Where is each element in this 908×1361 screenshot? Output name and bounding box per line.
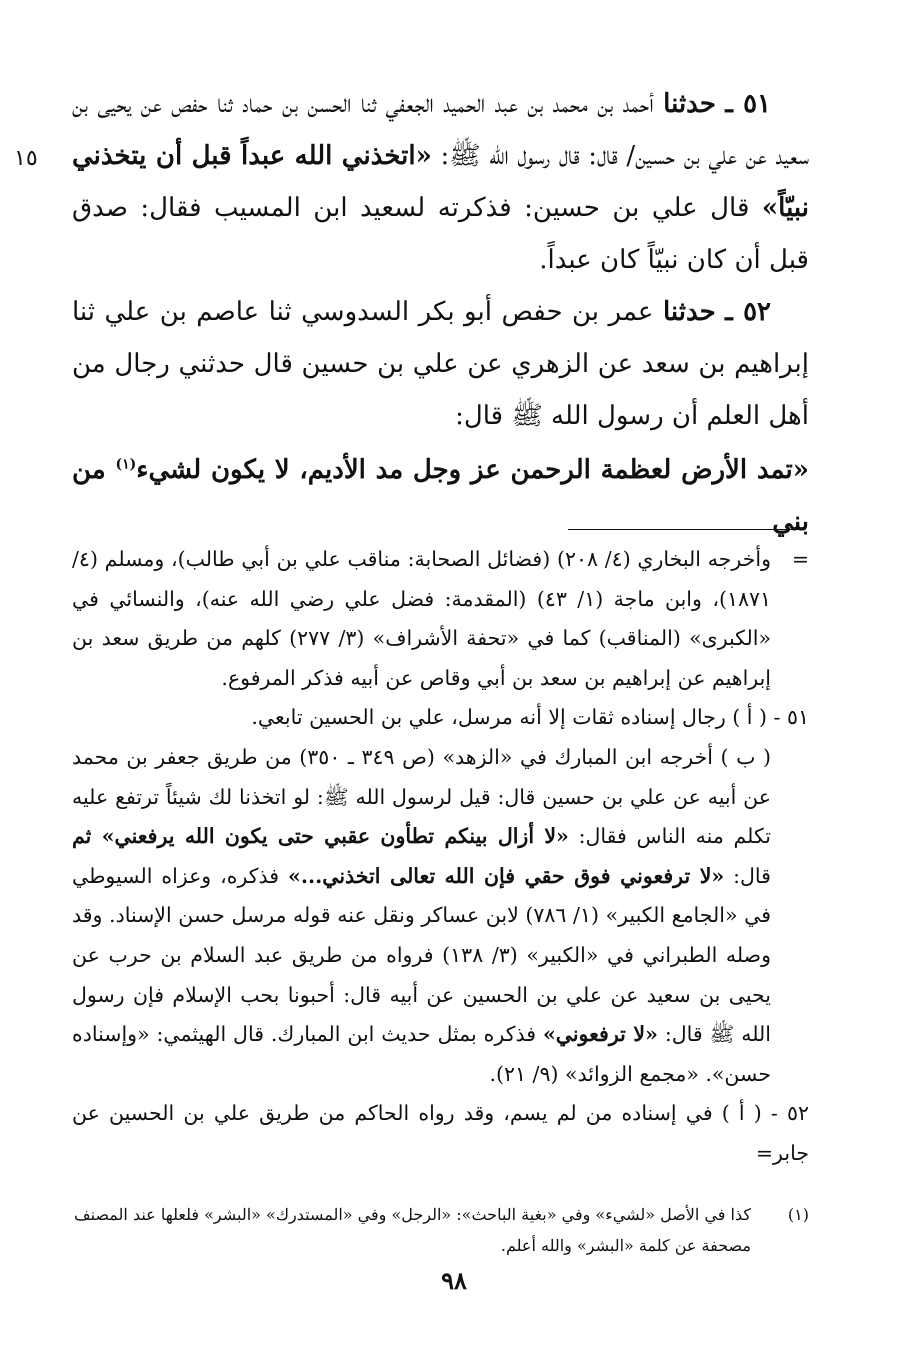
note-51-a: ٥١ - ( أ ) رجال إسناده ثقات إلا أنه مرسل، علي بن الحسين تابعي. [251, 705, 809, 730]
hadith-52-number: ٥٢ ـ [725, 297, 772, 327]
note-51-b-part-2: قال: [733, 863, 771, 888]
note-51-b-part-1: ( ب ) أخرجه ابن المبارك في «الزهد» (ص ٣٤٩ ـ ٣٥٠) من طريق جعفر بن محمد عن أبيه عن علي بن حسين قال: قيل لرسول الله ﷺ: لو اتخذنا لك شيئاً ترتفع عليه تكلم منه الناس فقال: [72, 744, 772, 849]
hadith-52-quote-start: «تمد الأرض لعظمة الرحمن عز وجل مد الأديم، لا يكون لشيء [136, 455, 809, 485]
footnote-1-text-a: كذا في الأصل «لشيء» وفي «بغية الباحث»: «الرجل» وفي «المستدرك» «البشر» فلعلها عند المصنف [74, 1205, 751, 1224]
note-52-a: ٥٢ - ( أ ) في إسناده من لم يسم، وقد رواه الحاكم من طريق علي بن الحسين عن جابر= [72, 1101, 809, 1165]
hadith-51-quote: «اتخذني الله عبداً قبل أن يتخذني نبيّاً» [72, 141, 809, 223]
note-51-b-part-3: فذكره، وعزاه السيوطي في «الجامع الكبير» (١/ ٧٨٦) لابن عساكر ونقل عنه قوله مرسل حسن الإسناد. وقد وصله الطبراني في «الكبير» (٣/ ١٣٨) فرواه من طريق عبد السلام بن حرب عن يحيى بن سعيد عن علي بن الحسين عن أبيه قال: أحبونا بحب الإسلام فإن رسول الله ﷺ قال: [72, 863, 771, 1047]
note-continuation [72, 540, 809, 698]
hadith-51-ending: قال علي بن حسين: فذكرته لسعيد ابن المسيب فقال: صدق قبل أن كان نبيّاً كان عبداً. [72, 193, 809, 275]
notes-divider [568, 529, 800, 530]
hadith-52 [72, 286, 809, 442]
hadith-51-number: ٥١ ـ [725, 89, 772, 119]
footnote-1 [72, 1199, 809, 1230]
footnote-reference: (١) [115, 456, 137, 473]
footnote-1-marker: (١) [787, 1205, 809, 1224]
page-number: ٩٨ [441, 1266, 467, 1295]
margin-line-number: ١٥ [14, 146, 38, 171]
note-51-b-part-4: فذكره بمثل حديث ابن المبارك. قال الهيثمي: «وإسناده حسن». «مجمع الزوائد» (٩/ ٢١). [72, 1022, 771, 1086]
note-51-b-quote-1: «لا أزال بينكم تطأون عقبي حتى يكون الله يرفعني» ثم [72, 824, 569, 849]
hadith-51 [72, 78, 809, 286]
footnote-section [72, 1199, 809, 1261]
note-51-b-quote-2: «لا ترفعوني فوق حقي فإن الله تعالى اتخذني...» [288, 863, 725, 888]
note-continuation-text: وأخرجه البخاري (٤/ ٢٠٨) (فضائل الصحابة: مناقب علي بن أبي طالب)، ومسلم (٤/ ١٨٧١)، وابن ماجة (١/ ٤٣) (المقدمة: فضل علي رضي الله عنه)، والنسائي في «الكبرى» (المناقب) كما في «تحفة الأشراف» (٣/ ٢٧٧) كلهم من طريق سعد بن إبراهيم عن إبراهيم بن سعد بن أبي وقاص عن أبيه فذكر المرفوع. [72, 547, 771, 690]
note-51-b [72, 738, 809, 1094]
hadith-52-haddathana: حدثنا [662, 297, 716, 327]
hadith-52-quote [72, 444, 809, 548]
notes-section [72, 540, 809, 1174]
continuation-mark: = [791, 547, 809, 571]
hadith-52-isnad: عمر بن حفص أبو بكر السدوسي ثنا عاصم بن علي ثنا إبراهيم بن سعد عن الزهري عن علي بن حسين قال حدثني رجال من أهل العلم أن رسول الله ﷺ قال: [72, 297, 809, 431]
hadith-51-haddathana: حدثنا [663, 89, 716, 119]
note-51-b-quote-3: «لا ترفعوني» [542, 1022, 658, 1047]
hadith-51-isnad: أحمد بن محمد بن عبد الحميد الجعفي ثنا الحسن بن حماد ثنا حفص عن يحيى بن سعيد عن علي بن حسين/ قال: قال رسول الله ﷺ: [72, 89, 810, 171]
hadith-52-quote-end: من بني [72, 455, 809, 537]
main-text [72, 78, 809, 548]
footnote-1-text-b: مصحفة عن كلمة «البشر» والله أعلم. [500, 1236, 751, 1255]
